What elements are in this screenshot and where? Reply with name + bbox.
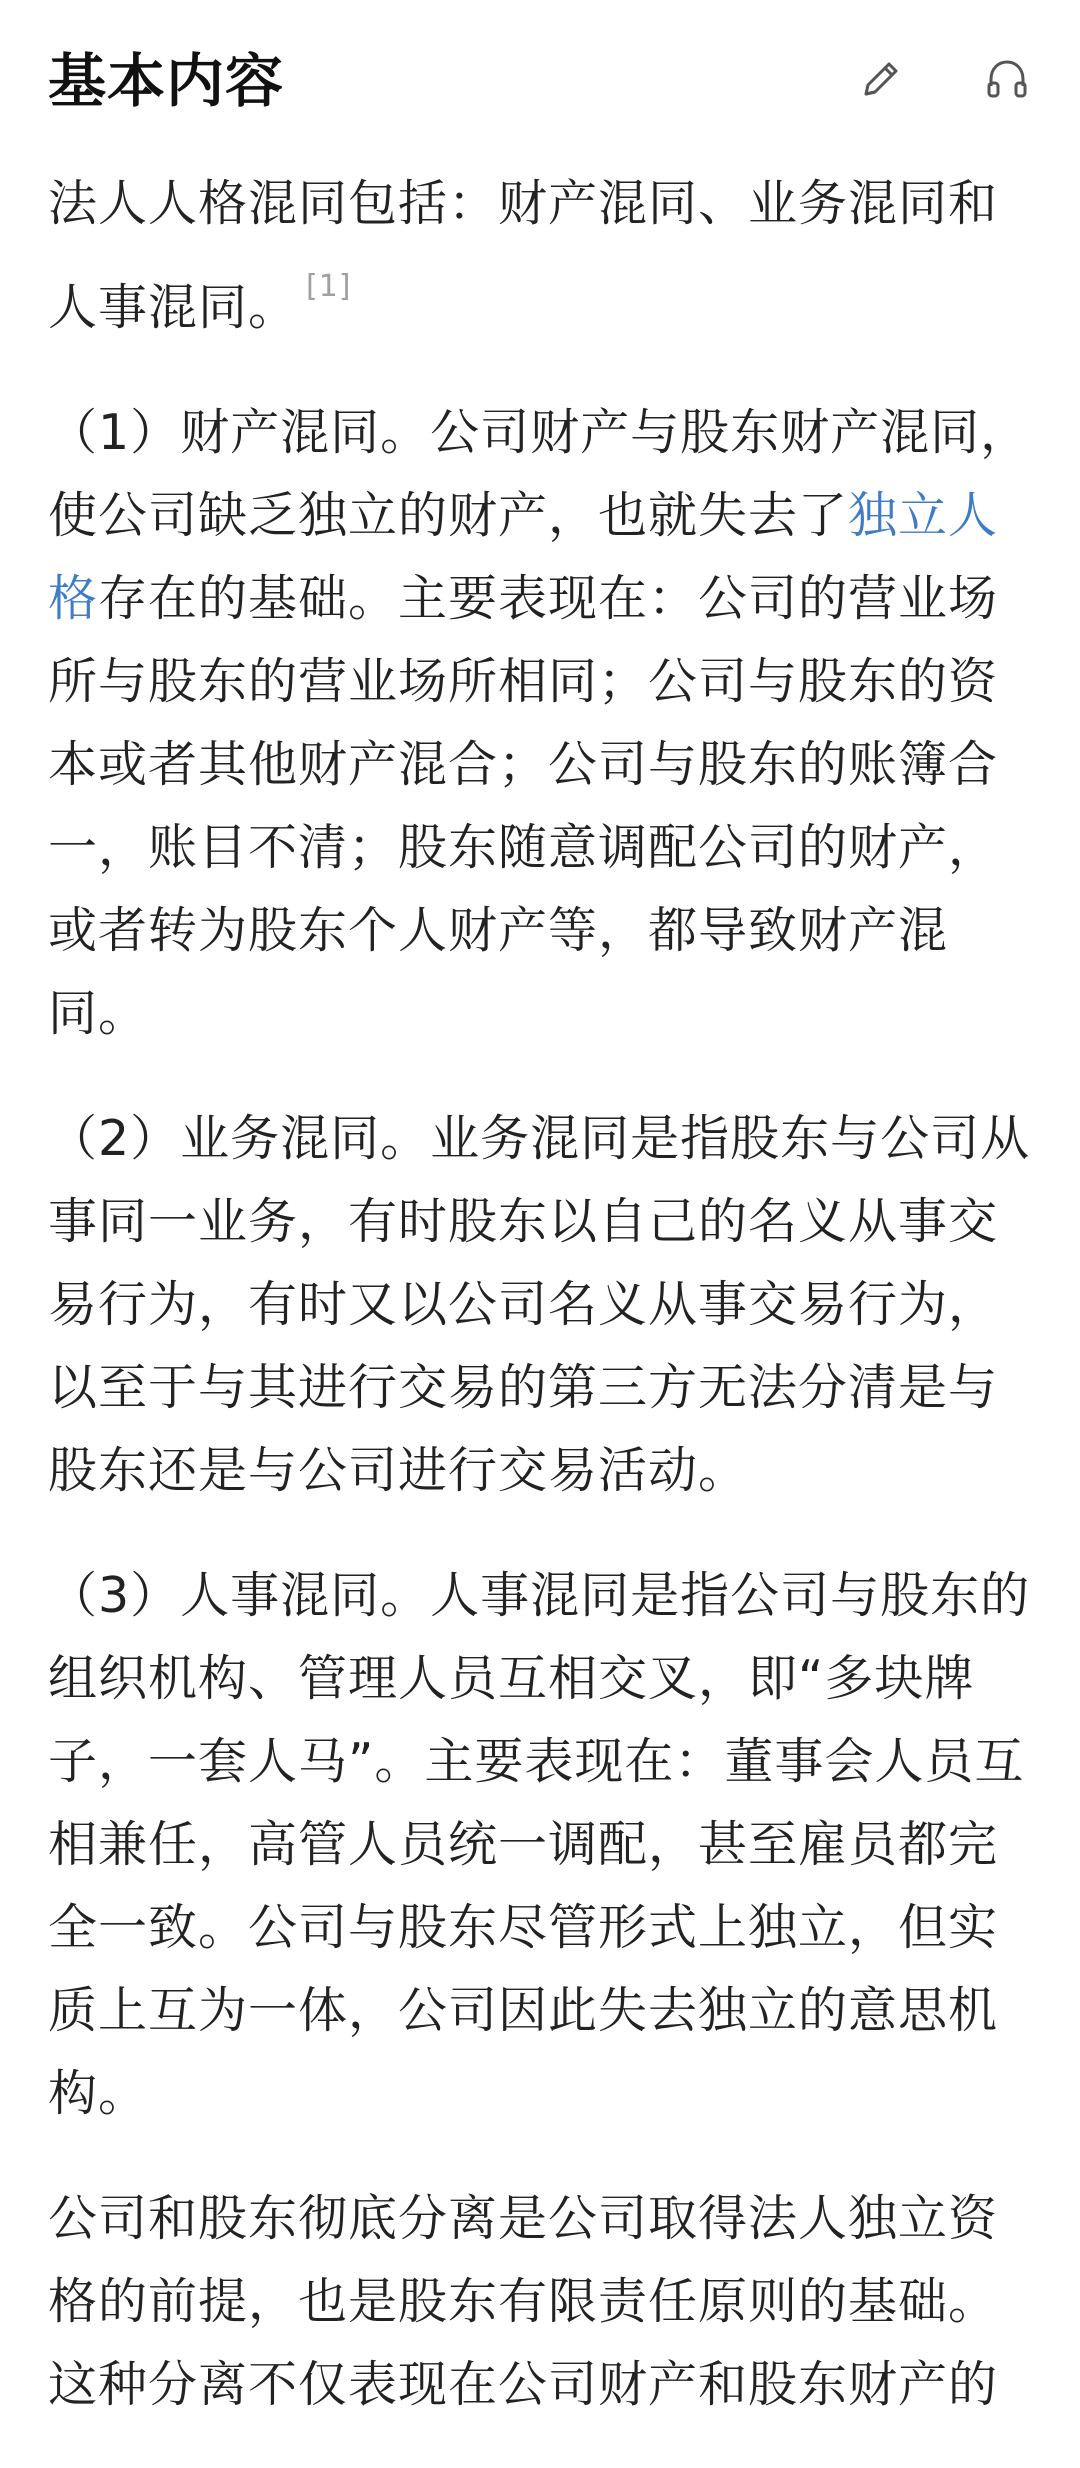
property-text-before: （1）财产混同。公司财产与股东财产混同，使公司缺乏独立的财产，也就失去了 [48, 404, 1031, 544]
paragraph-intro [48, 162, 1038, 349]
paragraph-business [48, 1097, 1038, 1512]
intro-text: 法人人格混同包括：财产混同、业务混同和人事混同。 [48, 175, 999, 336]
article-content [48, 162, 1038, 2468]
paragraph-conclusion [48, 2177, 1038, 2426]
business-text: （2）业务混同。业务混同是指股东与公司从事同一业务，有时股东以自己的名义从事交易行为，有时又以公司名义从事交易行为，以至于与其进行交易的第三方无法分清是与股东还是与公司进行交易活动。 [48, 1110, 1031, 1499]
section-header [48, 28, 1032, 118]
property-text-after: 存在的基础。主要表现在：公司的营业场所与股东的营业场所相同；公司与股东的资本或者其他财产混合；公司与股东的账簿合一，账目不清；股东随意调配公司的财产，或者转为股东个人财产等，都导致财产混同。 [48, 570, 999, 1042]
conclusion-text: 公司和股东彻底分离是公司取得法人独立资格的前提，也是股东有限责任原则的基础。这种分离不仅表现在公司财产和股东财产的 [48, 2190, 999, 2413]
headphones-icon[interactable] [982, 54, 1032, 104]
paragraph-personnel [48, 1554, 1038, 2135]
reference-link[interactable]: [1] [306, 269, 352, 304]
independent-personality-link[interactable]: 独立人格 [48, 487, 999, 627]
paragraph-property [48, 391, 1038, 1055]
personnel-text: （3）人事混同。人事混同是指公司与股东的组织机构、管理人员互相交叉，即“多块牌子，一套人马”。主要表现在：董事会人员互相兼任，高管人员统一调配，甚至雇员都完全一致。公司与股东尽管形式上独立，但实质上互为一体，公司因此失去独立的意思机构。 [48, 1567, 1031, 2122]
section-title: 基本内容 [48, 47, 285, 115]
pencil-icon[interactable] [856, 54, 906, 104]
